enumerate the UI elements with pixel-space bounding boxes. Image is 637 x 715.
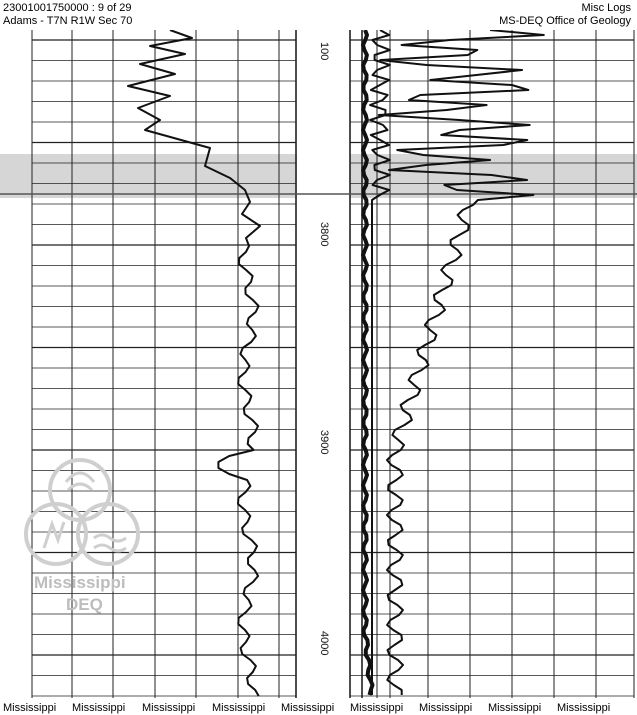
depth-label-100: 100	[318, 42, 330, 61]
watermark-circle-top	[50, 460, 110, 520]
footer-label: Mississippi	[72, 702, 126, 714]
watermark-line2: DEQ	[66, 595, 103, 614]
footer-label: Mississippi	[350, 702, 404, 714]
footer-label: Mississippi	[3, 702, 57, 714]
log-category: Misc Logs	[581, 2, 631, 14]
log-traces	[128, 30, 544, 696]
depth-label-3900: 3900	[318, 430, 330, 455]
footer-label: Mississippi	[557, 702, 611, 714]
location-label: Adams - T7N R1W Sec 70	[3, 15, 133, 27]
watermark-line1: Mississippi	[34, 573, 126, 592]
depth-label-4000: 4000	[318, 631, 330, 656]
band-left	[0, 154, 297, 198]
footer-label: Mississippi	[488, 702, 542, 714]
mdeq-watermark	[22, 456, 152, 616]
agency-label: MS-DEQ Office of Geology	[499, 15, 631, 27]
footer-label: Mississippi	[419, 702, 473, 714]
footer-label: Mississippi	[212, 702, 266, 714]
shaded-band	[0, 154, 637, 198]
footer-label: Mississippi	[142, 702, 196, 714]
depth-label-3800: 3800	[318, 222, 330, 247]
watermark-plant-icon	[44, 522, 64, 548]
depth-track	[318, 42, 330, 655]
document-id: 23001001750000 : 9 of 29	[3, 2, 132, 14]
footer-label: Mississippi	[281, 702, 335, 714]
watermark-sun-icon	[66, 473, 94, 490]
right-trace-resistivity	[379, 30, 544, 695]
watermark-water-icon	[94, 535, 126, 551]
